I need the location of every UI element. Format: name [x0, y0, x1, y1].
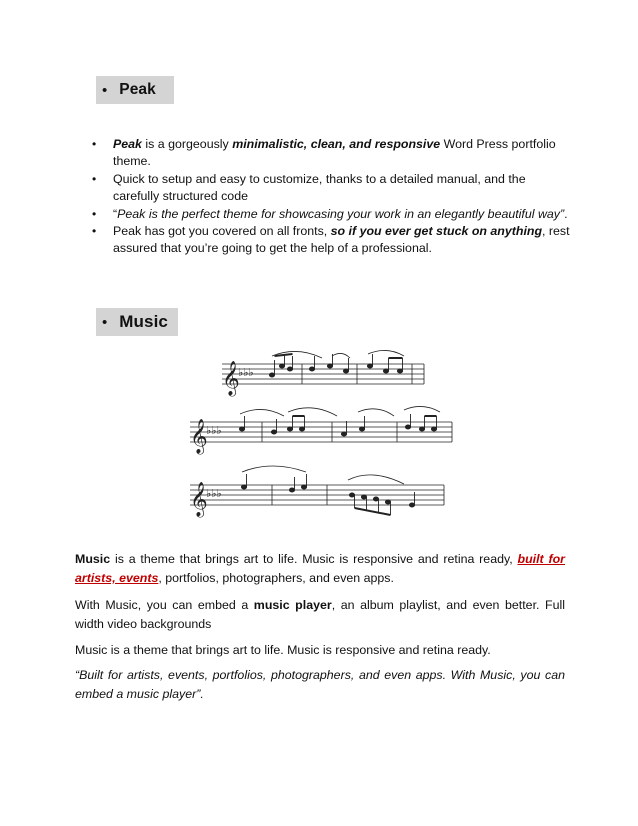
svg-text:♭♭♭: ♭♭♭	[206, 487, 222, 500]
svg-text:𝄞: 𝄞	[190, 419, 208, 454]
text-run: With Music, you can embed a	[75, 598, 254, 612]
text-run: Peak	[113, 137, 142, 151]
music-heading-text: Music	[119, 312, 168, 331]
text-run: Peak is the perfect theme for showcasing your work in an elegantly beautiful way”	[117, 206, 565, 221]
text-run: Quick to setup and easy to customize, thanks to a detailed manual, and the carefully structured code	[113, 171, 526, 204]
peak-bullet-item	[92, 223, 572, 258]
clefs	[190, 361, 254, 518]
bullet-icon: •	[92, 171, 97, 186]
music-term: Music	[75, 552, 111, 566]
text-run: , portfolios, photographers, and even apps.	[158, 571, 394, 585]
peak-bullet-item	[92, 136, 572, 171]
peak-bullet-item	[92, 206, 572, 223]
text-run: is a gorgeously	[141, 137, 233, 151]
music-paragraph-2	[75, 596, 565, 634]
staff-2	[190, 422, 452, 442]
sheet-music-icon	[172, 350, 472, 528]
text-run: , an album playlist, and even better. Full width video backgrounds	[75, 598, 566, 631]
bullet-icon: •	[102, 81, 108, 99]
svg-text:𝄞: 𝄞	[222, 361, 240, 396]
bullet-icon: •	[92, 206, 97, 221]
text-run: so if you ever get stuck on anything	[330, 224, 543, 239]
peak-bullet-list	[92, 136, 572, 258]
text-run: “	[113, 206, 118, 221]
peak-heading	[96, 76, 174, 104]
peak-heading-text: Peak	[119, 81, 156, 98]
svg-text:𝄞: 𝄞	[190, 482, 208, 517]
bullet-icon: •	[102, 313, 108, 331]
bullet-icon: •	[92, 224, 97, 239]
music-heading	[96, 308, 178, 336]
music-quote: “Built for artists, events, portfolios, photographers, and even apps. With Music, you can embed a music player”.	[75, 668, 565, 701]
svg-text:♭♭♭: ♭♭♭	[206, 424, 222, 437]
built-for-artists-link[interactable]: built for artists, events	[75, 552, 565, 585]
text-run: , rest assured that you’re going to get the help of a professional.	[113, 224, 570, 256]
text-run: minimalistic, clean, and responsive	[232, 137, 441, 151]
music-player-term: music player	[253, 598, 332, 612]
music-paragraph-3: Music is a theme that brings art to life. Music is responsive and retina ready.	[75, 643, 491, 657]
text-run: Peak has got you covered on all fronts,	[113, 224, 331, 239]
peak-bullet-item	[92, 171, 572, 206]
text-run: Word Press portfolio theme.	[113, 137, 556, 169]
text-run: is a theme that brings art to life. Music is responsive and retina ready,	[110, 552, 518, 566]
staff-3	[190, 485, 444, 505]
text-run: .	[564, 206, 568, 221]
bullet-icon: •	[92, 137, 97, 151]
music-paragraph-1	[75, 550, 565, 588]
svg-text:♭♭♭: ♭♭♭	[238, 366, 254, 379]
notes	[239, 354, 436, 515]
slurs	[240, 350, 440, 484]
